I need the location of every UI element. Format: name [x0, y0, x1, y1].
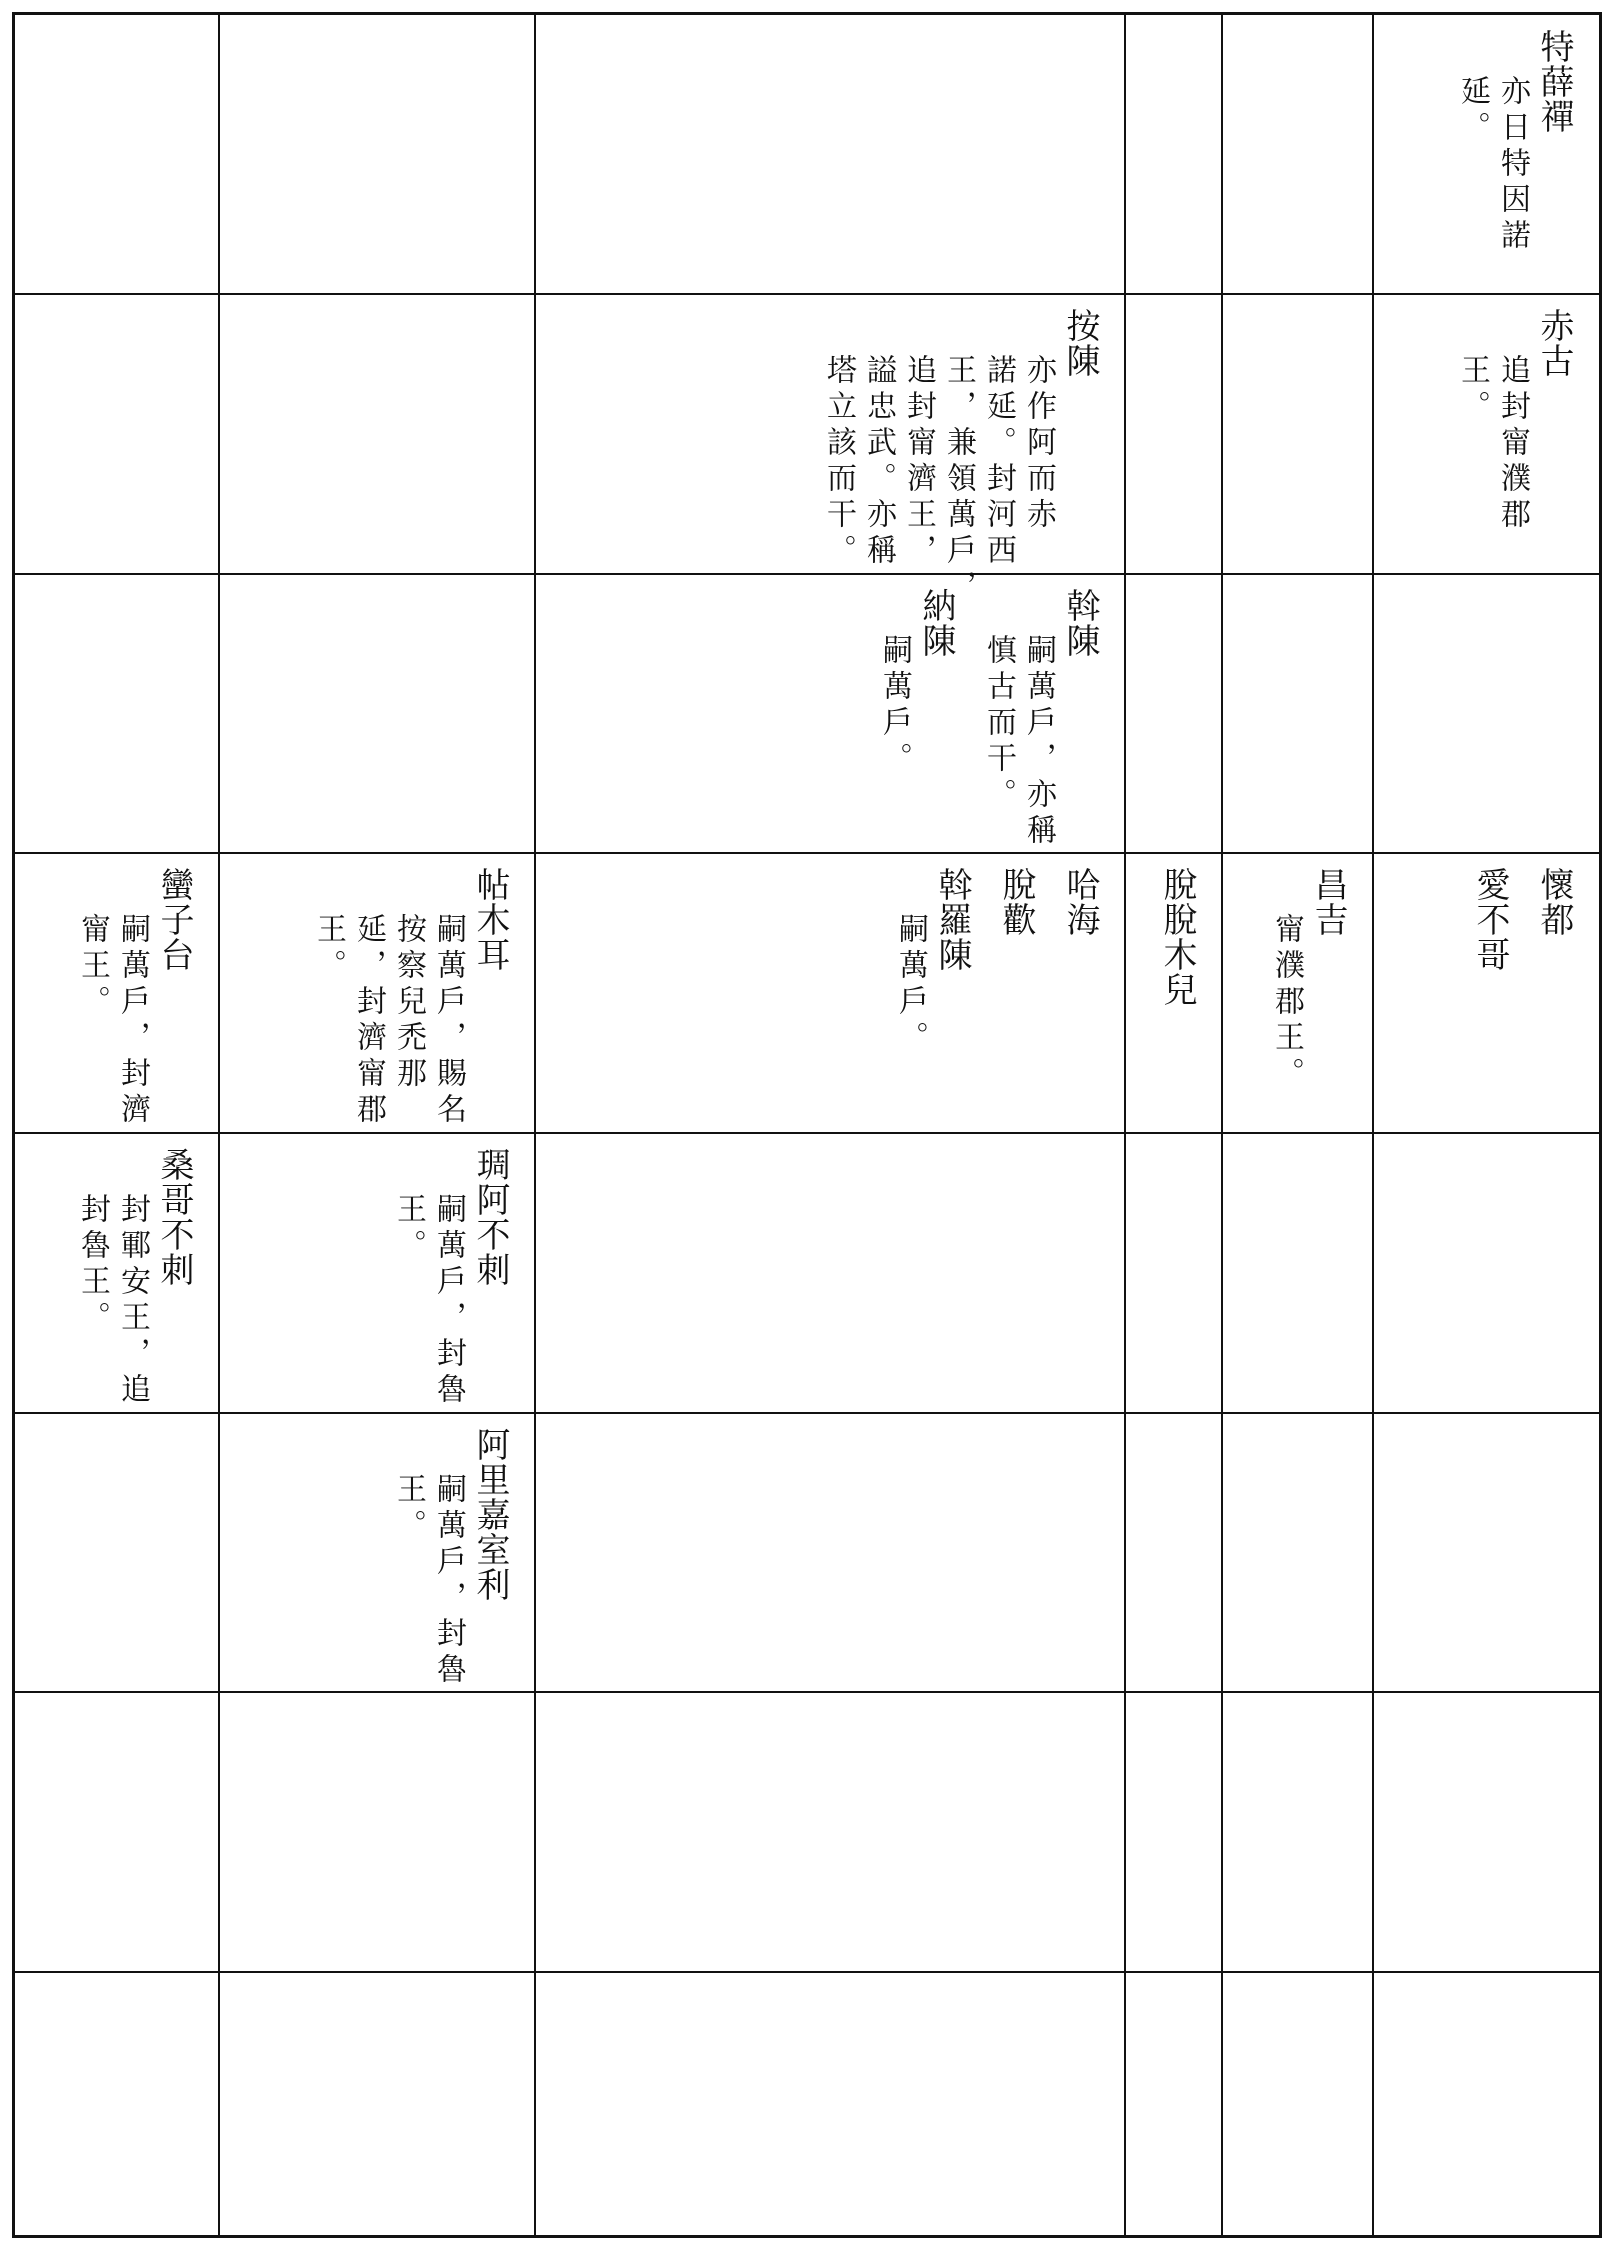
table-cell: [535, 1133, 1125, 1413]
table-cell: [15, 1413, 219, 1692]
table-cell: [1125, 15, 1222, 294]
table-cell: [219, 1972, 535, 2235]
table-cell: [535, 853, 1125, 1133]
person-name: 帖木耳: [470, 867, 510, 972]
annotation-text: 追封甯濮郡: [1495, 354, 1530, 534]
annotation-text: 封魯王。: [75, 1193, 110, 1337]
annotation-text: 封鄆安王，追: [115, 1193, 150, 1409]
table-cell: [1222, 574, 1373, 853]
table-cell: [1125, 294, 1222, 574]
table-cell: [535, 15, 1125, 294]
table-cell: [1222, 15, 1373, 294]
person-name: 納陳: [916, 588, 956, 658]
person-name: 脫脫木兒: [1157, 867, 1197, 1007]
person-name: 愛不哥: [1470, 867, 1510, 972]
annotation-text: 甯王。: [75, 913, 110, 1021]
table-cell: [15, 574, 219, 853]
annotation-text: 嗣萬戶，封濟: [115, 913, 150, 1129]
annotation-text: 嗣萬戶，賜名: [431, 913, 466, 1129]
annotation-text: 追封甯濟王，: [901, 354, 936, 570]
table-cell: [1125, 1133, 1222, 1413]
table-cell: [1373, 15, 1599, 294]
table-cell: [15, 1692, 219, 1972]
table-cell: [1373, 294, 1599, 574]
annotation-text: 延，封濟甯郡: [351, 913, 386, 1129]
annotation-text: 諾延。封河西: [981, 354, 1016, 570]
annotation-text: 王。: [391, 1193, 426, 1265]
table-cell: [535, 1972, 1125, 2235]
person-name: 脫歡: [996, 867, 1036, 937]
table-cell: [219, 15, 535, 294]
person-name: 懷都: [1534, 867, 1574, 937]
annotation-text: 王。: [391, 1473, 426, 1545]
table-cell: [15, 1133, 219, 1413]
table-cell: [219, 294, 535, 574]
annotation-text: 嗣萬戶。: [893, 913, 928, 1057]
annotation-text: 亦日特因諾: [1495, 75, 1530, 255]
annotation-text: 嗣萬戶，亦稱: [1021, 634, 1056, 850]
annotation-text: 嗣萬戶，封魯: [431, 1473, 466, 1689]
table-cell: [1222, 294, 1373, 574]
annotation-text: 按察兒禿那: [391, 913, 426, 1093]
table-cell: [1222, 1133, 1373, 1413]
annotation-text: 慎古而干。: [981, 634, 1016, 814]
table-cell: [1373, 574, 1599, 853]
table-cell: [219, 1413, 535, 1692]
table-cell: [15, 15, 219, 294]
annotation-text: 嗣萬戶，封魯: [431, 1193, 466, 1409]
annotation-text: 嗣萬戶。: [877, 634, 912, 778]
table-cell: [1125, 574, 1222, 853]
table-cell: [219, 853, 535, 1133]
annotation-text: 謚忠武。亦稱: [861, 354, 896, 570]
table-cell: [1125, 1413, 1222, 1692]
person-name: 蠻子台: [154, 867, 194, 972]
person-name: 琱阿不刺: [470, 1147, 510, 1287]
annotation-text: 王。: [1455, 354, 1490, 426]
table-cell: [219, 1692, 535, 1972]
person-name: 斡羅陳: [932, 867, 972, 972]
table-cell: [219, 1133, 535, 1413]
table-cell: [1125, 853, 1222, 1133]
table-cell: [1125, 1692, 1222, 1972]
person-name: 特薛禪: [1534, 29, 1574, 134]
table-cell: [1373, 1972, 1599, 2235]
table-cell: [535, 1413, 1125, 1692]
table-cell: [535, 294, 1125, 606]
table-cell: [1222, 1413, 1373, 1692]
table-cell: [15, 853, 219, 1133]
table-cell: [1222, 853, 1373, 1133]
person-name: 昌吉: [1308, 867, 1348, 937]
table-cell: [1373, 1133, 1599, 1413]
table-cell: [15, 1972, 219, 2235]
annotation-text: 王。: [311, 913, 346, 985]
genealogy-table: [12, 12, 1602, 2238]
annotation-text: 亦作阿而赤: [1021, 354, 1056, 534]
table-cell: [1222, 1692, 1373, 1972]
table-cell: [1373, 1692, 1599, 1972]
annotation-text: 塔立該而干。: [821, 354, 856, 570]
annotation-text: 甯濮郡王。: [1269, 913, 1304, 1093]
annotation-text: 延。: [1455, 75, 1490, 147]
table-cell: [535, 574, 1125, 853]
table-cell: [219, 574, 535, 853]
table-cell: [1373, 853, 1599, 1133]
table-cell: [1373, 1413, 1599, 1692]
table-cell: [1125, 1972, 1222, 2235]
person-name: 赤古: [1534, 308, 1574, 378]
table-cell: [15, 294, 219, 574]
person-name: 斡陳: [1060, 588, 1100, 658]
table-cell: [535, 1692, 1125, 1972]
table-cell: [1222, 1972, 1373, 2235]
annotation-text: 王，兼領萬戶，: [941, 354, 976, 606]
person-name: 桑哥不刺: [154, 1147, 194, 1287]
person-name: 哈海: [1060, 867, 1100, 937]
person-name: 阿里嘉室利: [470, 1427, 510, 1602]
person-name: 按陳: [1060, 308, 1100, 378]
